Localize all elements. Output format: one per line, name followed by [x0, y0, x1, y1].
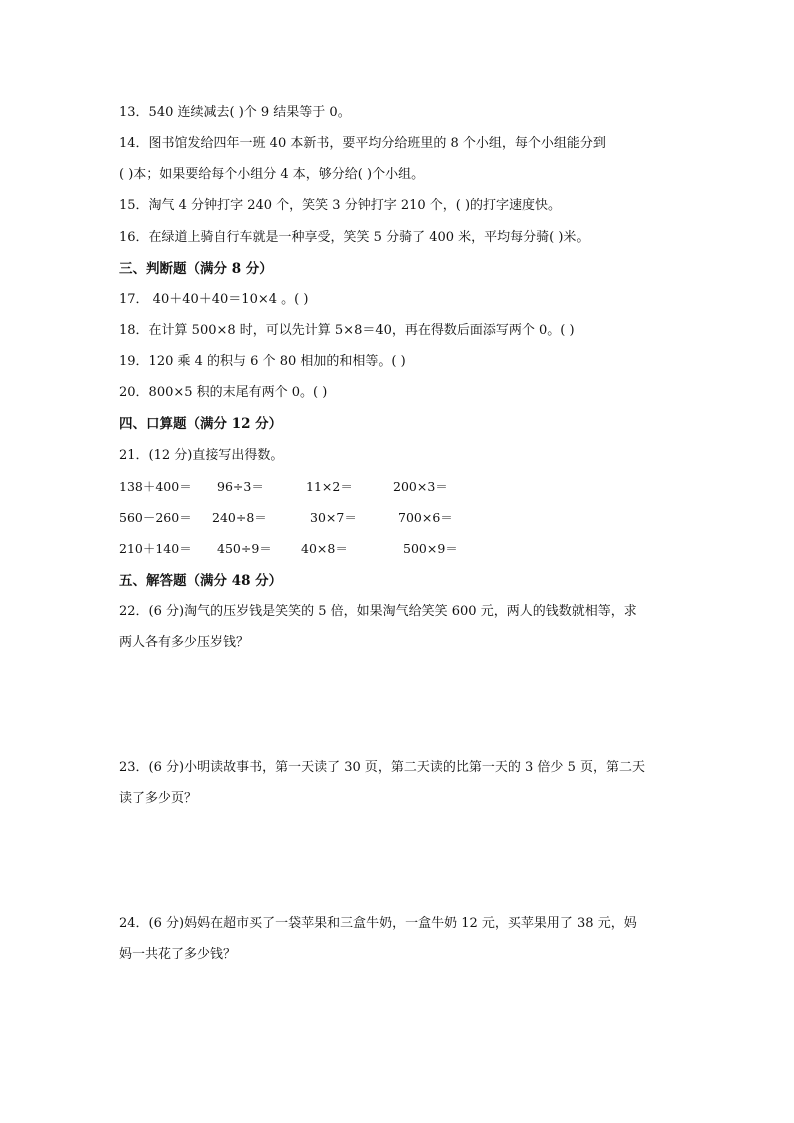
calc-item: 200×3＝ — [393, 479, 448, 494]
section-4-heading: 四、口算题（满分 12 分） — [119, 416, 283, 432]
question-19: 19．120 乘 4 的积与 6 个 80 相加的和相等。( ) — [119, 354, 406, 369]
calc-item: 210＋140＝ — [119, 541, 192, 556]
question-18: 18．在计算 500×8 时，可以先计算 5×8＝40，再在得数后面添写两个 0。( ) — [119, 323, 575, 338]
question-15: 15．淘气 4 分钟打字 240 个，笑笑 3 分钟打字 210 个，( )的打字速度快。 — [119, 198, 562, 213]
calc-item: 240÷8＝ — [212, 510, 267, 525]
question-23-line-1: 23．(6 分)小明读故事书，第一天读了 30 页，第二天读的比第一天的 3 倍少 5 页，第二天 — [119, 760, 645, 775]
calc-item: 700×6＝ — [398, 510, 453, 525]
question-14-line-2: ( )本；如果要给每个小组分 4 本，够分给( )个小组。 — [119, 167, 425, 182]
question-17: 17． 40＋40＋40＝10×4 。( ) — [119, 292, 309, 307]
question-24-line-1: 24．(6 分)妈妈在超市买了一袋苹果和三盒牛奶，一盒牛奶 12 元，买苹果用了 38 元，妈 — [119, 916, 637, 931]
question-22-line-1: 22．(6 分)淘气的压岁钱是笑笑的 5 倍，如果淘气给笑笑 600 元，两人的钱数就相等，求 — [119, 604, 637, 619]
calc-item: 450÷9＝ — [217, 541, 272, 556]
calc-item: 30×7＝ — [310, 510, 357, 525]
section-5-heading: 五、解答题（满分 48 分） — [119, 573, 283, 589]
section-3-heading: 三、判断题（满分 8 分） — [119, 261, 273, 277]
calc-item: 40×8＝ — [301, 541, 348, 556]
question-21: 21．(12 分)直接写出得数。 — [119, 448, 284, 463]
calc-item: 138＋400＝ — [119, 479, 192, 494]
calc-item: 560－260＝ — [119, 510, 192, 525]
calc-item: 96÷3＝ — [217, 479, 264, 494]
question-22-line-2: 两人各有多少压岁钱？ — [119, 635, 250, 650]
calc-item: 11×2＝ — [306, 479, 353, 494]
question-20: 20．800×5 积的末尾有两个 0。( ) — [119, 385, 328, 400]
question-14-line-1: 14．图书馆发给四年一班 40 本新书，要平均分给班里的 8 个小组，每个小组能分到 — [119, 136, 606, 151]
question-24-line-2: 妈一共花了多少钱？ — [119, 947, 237, 962]
question-13: 13．540 连续减去( )个 9 结果等于 0。 — [119, 105, 351, 120]
question-16: 16．在绿道上骑自行车就是一种享受，笑笑 5 分骑了 400 米，平均每分骑( )米。 — [119, 230, 590, 245]
calc-item: 500×9＝ — [403, 541, 458, 556]
question-23-line-2: 读了多少页？ — [119, 791, 198, 806]
